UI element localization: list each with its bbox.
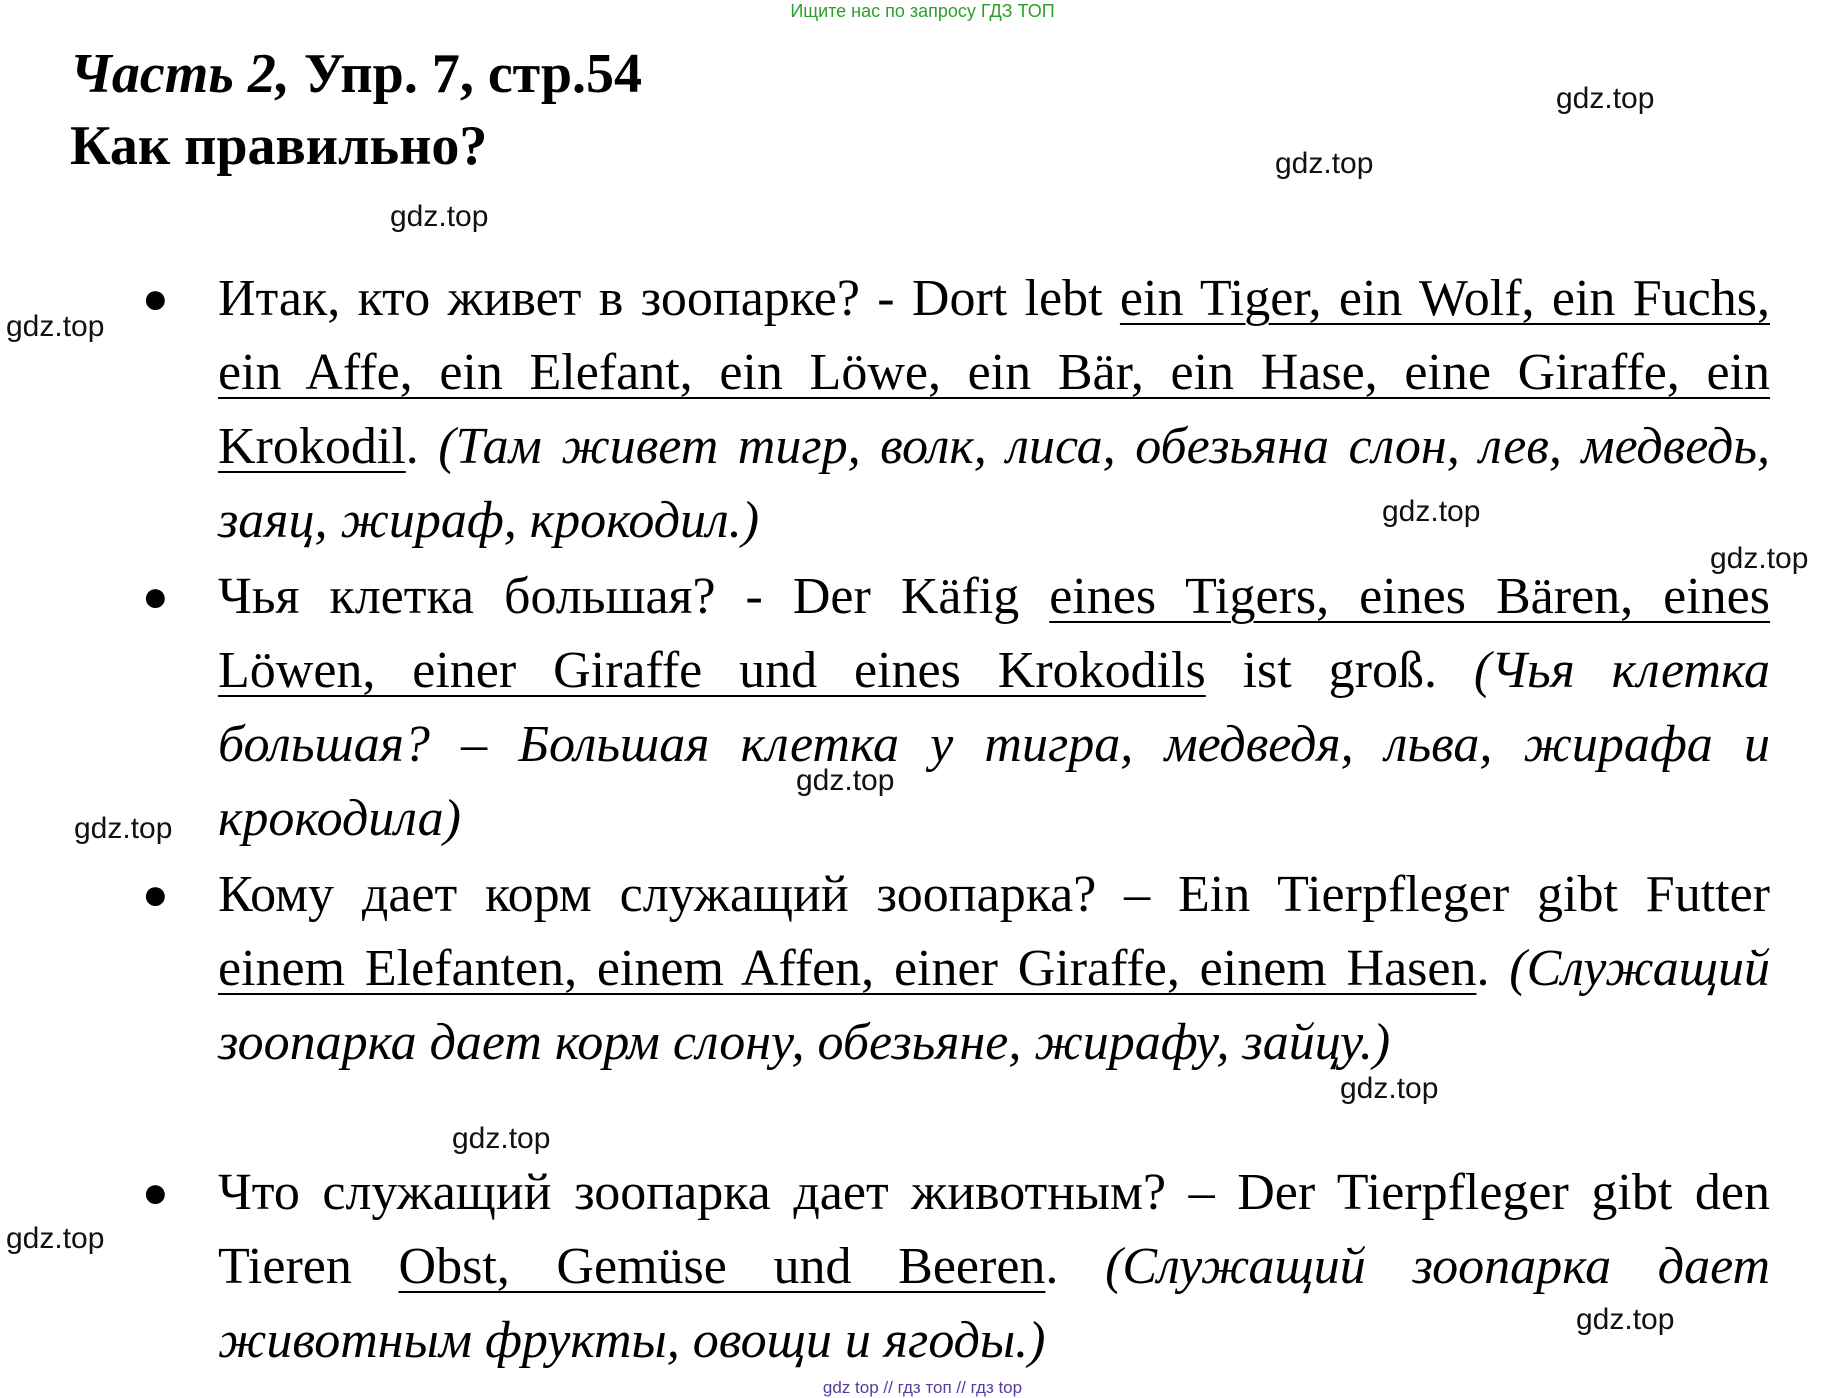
watermark: gdz.top xyxy=(1710,542,1809,575)
title-part: Часть 2, xyxy=(70,43,290,105)
item-question: Итак, кто живет в зоопарке? - Dort lebt xyxy=(218,270,1120,327)
watermark: gdz.top xyxy=(74,812,173,845)
list-item xyxy=(142,262,1770,558)
watermark: gdz.top xyxy=(1340,1072,1439,1105)
watermark: gdz.top xyxy=(6,1222,105,1255)
item-question: Что служащий зоопарка дает животным? – Der Tierpfleger gibt den Tieren xyxy=(218,1164,1770,1295)
item-answer-underlined: eines Tigers, eines Bären, eines Löwen, einer Giraffe und eines Krokodils xyxy=(218,568,1770,699)
item-after: . xyxy=(1045,1238,1106,1295)
item-translation: (Служащий зоопарка дает животным фрукты, овощи и ягоды.) xyxy=(218,1238,1771,1369)
item-translation: (Там живет тигр, волк, лиса, обезьяна слон, лев, медведь, заяц, жираф, крокодил.) xyxy=(218,418,1770,549)
list-item xyxy=(142,560,1770,856)
watermark: gdz.top xyxy=(796,764,895,797)
item-after: ist groß. xyxy=(1205,642,1474,699)
bullet: ● xyxy=(142,1168,169,1217)
item-after: . xyxy=(405,418,439,475)
watermark: gdz.top xyxy=(1576,1303,1675,1336)
bullet: ● xyxy=(142,572,169,621)
page-title xyxy=(70,40,642,108)
watermark: gdz.top xyxy=(1382,495,1481,528)
watermark: gdz.top xyxy=(1556,82,1655,115)
item-answer-underlined: ein Tiger, ein Wolf, ein Fuchs, ein Affe, ein Elefant, ein Löwe, ein Bär, ein Hase, eine Giraffe, ein Krokodil xyxy=(218,270,1770,475)
list-item xyxy=(142,1156,1771,1378)
title-exercise: Упр. 7, стр.54 xyxy=(289,43,643,105)
item-translation: (Чья клетка большая? – Большая клетка у тигра, медведя, льва, жирафа и крокодила) xyxy=(218,642,1770,847)
watermark: gdz.top xyxy=(452,1122,551,1155)
bullet: ● xyxy=(142,274,169,323)
footer: gdz top // гдз топ // гдз top xyxy=(822,1378,1023,1397)
page-subtitle: Как правильно? xyxy=(70,115,488,177)
item-translation: (Служащий зоопарка дает корм слону, обезьяне, жирафу, зайцу.) xyxy=(218,940,1771,1071)
list-item xyxy=(142,858,1771,1080)
item-answer-underlined: einem Elefanten, einem Affen, einer Giraffe, einem Hasen xyxy=(218,940,1477,997)
item-question: Чья клетка большая? - Der Käfig xyxy=(218,568,1050,625)
watermark: gdz.top xyxy=(1275,147,1374,180)
top-banner: Ищите нас по запросу ГДЗ ТОП xyxy=(790,1,1055,21)
item-question: Кому дает корм служащий зоопарка? – Ein Tierpfleger gibt Futter xyxy=(218,866,1770,923)
watermark: gdz.top xyxy=(390,200,489,233)
bullet: ● xyxy=(142,870,169,919)
item-answer-underlined: Obst, Gemüse und Beeren xyxy=(398,1238,1046,1295)
watermark: gdz.top xyxy=(6,310,105,343)
item-after: . xyxy=(1476,940,1510,997)
